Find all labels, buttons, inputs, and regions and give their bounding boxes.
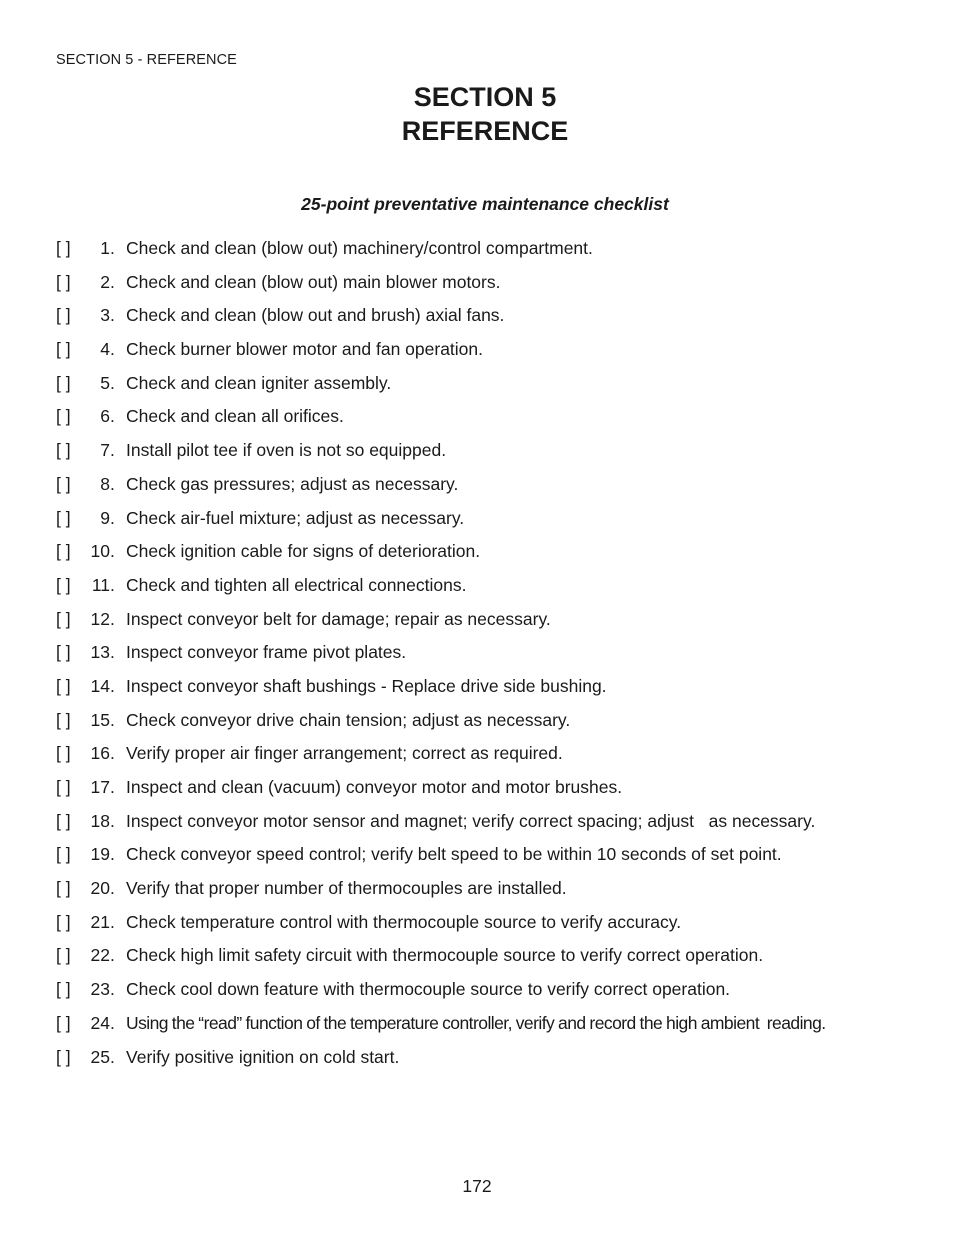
checklist-item	[56, 844, 936, 878]
checkbox[interactable]: [ ]	[56, 406, 71, 427]
checkbox[interactable]: [ ]	[56, 507, 71, 528]
item-number: 24	[90, 1012, 110, 1033]
item-text: Check and tighten all electrical connections.	[126, 574, 467, 595]
item-number: 17	[90, 777, 110, 797]
checkbox[interactable]: [ ]	[56, 743, 71, 764]
item-number: 21	[90, 911, 110, 932]
item-number: 18	[90, 810, 110, 831]
checklist-item	[56, 575, 936, 609]
checkbox[interactable]: [ ]	[56, 473, 71, 494]
checklist-heading: 25-point preventative maintenance checklist	[301, 194, 669, 214]
checkbox[interactable]: [ ]	[56, 878, 71, 899]
item-text: Check air-fuel mixture; adjust as necessary.	[126, 507, 465, 528]
checkbox[interactable]: [ ]	[56, 675, 71, 696]
page-title-line-2: REFERENCE	[401, 116, 569, 146]
item-text: Check and clean igniter assembly.	[126, 372, 392, 393]
item-text: Check burner blower motor and fan operation.	[126, 339, 484, 360]
checkbox[interactable]: [ ]	[56, 238, 71, 258]
maintenance-checklist	[56, 238, 936, 1080]
item-text: Inspect conveyor shaft bushings - Replace drive side bushing.	[126, 675, 607, 696]
checklist-item	[56, 710, 936, 744]
checklist-item	[56, 945, 936, 979]
checklist-item	[56, 440, 936, 474]
item-text: Check and clean (blow out) main blower motors.	[126, 271, 501, 292]
item-number: 8	[100, 473, 110, 494]
item-number-period: .	[110, 1012, 115, 1033]
item-number: 10	[90, 541, 110, 562]
item-number-period: .	[110, 406, 115, 427]
item-number-period: .	[110, 810, 115, 831]
checkbox[interactable]: [ ]	[56, 945, 71, 966]
checkbox[interactable]: [ ]	[56, 305, 71, 326]
item-number-period: .	[110, 473, 115, 494]
item-text: Check and clean (blow out and brush) axial fans.	[126, 305, 505, 326]
item-number-period: .	[110, 238, 115, 258]
item-text: Check ignition cable for signs of deterioration.	[126, 541, 481, 562]
item-number-period: .	[110, 911, 115, 932]
item-number: 2	[100, 271, 110, 292]
item-text: Verify positive ignition on cold start.	[126, 1046, 400, 1067]
item-text: Check temperature control with thermocouple source to verify accuracy.	[126, 911, 682, 932]
item-number-period: .	[110, 507, 115, 528]
item-number: 16	[90, 743, 110, 764]
item-number: 12	[90, 608, 110, 629]
item-number: 20	[90, 878, 110, 899]
checklist-item	[56, 642, 936, 676]
item-number-period: .	[110, 574, 115, 595]
checklist-item	[56, 1047, 936, 1081]
item-number-period: .	[110, 305, 115, 326]
item-number: 3	[100, 305, 110, 326]
checklist-item	[56, 878, 936, 912]
item-number-period: .	[110, 541, 115, 562]
item-number: 11	[91, 574, 110, 595]
checkbox[interactable]: [ ]	[56, 777, 71, 797]
checkbox[interactable]: [ ]	[56, 709, 71, 730]
item-text: Install pilot tee if oven is not so equipped.	[126, 440, 447, 461]
item-number-period: .	[110, 675, 115, 696]
item-text: Check gas pressures; adjust as necessary.	[126, 473, 459, 494]
checklist-item	[56, 777, 936, 811]
item-text: Check and clean all orifices.	[126, 406, 344, 427]
checklist-item	[56, 406, 936, 440]
checkbox[interactable]: [ ]	[56, 979, 71, 1000]
item-number: 22	[90, 945, 110, 966]
item-text: Inspect conveyor motor sensor and magnet; verify correct spacing; adjust as necessary.	[126, 810, 816, 831]
checklist-item	[56, 238, 936, 272]
checklist-item	[56, 272, 936, 306]
checklist-item	[56, 743, 936, 777]
item-number: 6	[100, 406, 110, 427]
checklist-item	[56, 676, 936, 710]
item-number: 23	[90, 979, 110, 1000]
item-number-period: .	[110, 642, 115, 663]
item-number-period: .	[110, 271, 115, 292]
page-title	[0, 80, 954, 148]
item-number: 1	[100, 238, 110, 258]
item-number-period: .	[110, 844, 115, 865]
item-text: Inspect conveyor frame pivot plates.	[126, 642, 407, 663]
checklist-item	[56, 508, 936, 542]
checkbox[interactable]: [ ]	[56, 541, 71, 562]
checklist-item	[56, 305, 936, 339]
item-number: 14	[90, 675, 110, 696]
item-text: Using the “read” function of the temperature controller, verify and record the high ambient reading.	[126, 1012, 826, 1033]
item-number: 5	[100, 372, 110, 393]
checklist-item	[56, 609, 936, 643]
item-text: Check cool down feature with thermocouple source to verify correct operation.	[126, 979, 731, 1000]
checkbox[interactable]: [ ]	[56, 440, 71, 461]
item-number: 9	[100, 507, 110, 528]
item-text: Check conveyor drive chain tension; adjust as necessary.	[126, 709, 571, 730]
item-number-period: .	[110, 339, 115, 360]
checklist-item	[56, 912, 936, 946]
item-number-period: .	[110, 608, 115, 629]
item-text: Verify that proper number of thermocouples are installed.	[126, 878, 567, 899]
item-number-period: .	[110, 777, 115, 797]
page-title-line-1: SECTION 5	[413, 82, 557, 112]
running-header: SECTION 5 - REFERENCE	[56, 52, 237, 68]
item-number-period: .	[110, 440, 115, 461]
checkbox[interactable]: [ ]	[56, 1046, 71, 1067]
checkbox[interactable]: [ ]	[56, 810, 71, 831]
item-number: 19	[90, 844, 110, 865]
checklist-item	[56, 474, 936, 508]
item-number: 13	[90, 642, 110, 663]
checkbox[interactable]: [ ]	[56, 574, 71, 595]
checklist-item	[56, 811, 936, 845]
item-text: Verify proper air finger arrangement; correct as required.	[126, 743, 563, 764]
checkbox[interactable]: [ ]	[56, 339, 71, 360]
checkbox[interactable]: [ ]	[56, 271, 71, 292]
item-number-period: .	[110, 1046, 115, 1067]
item-number-period: .	[110, 743, 115, 764]
item-number: 4	[100, 339, 110, 360]
item-number-period: .	[110, 878, 115, 899]
checkbox[interactable]: [ ]	[56, 1012, 71, 1033]
checklist-item	[56, 1013, 936, 1047]
item-text: Check high limit safety circuit with thermocouple source to verify correct operation.	[126, 945, 764, 966]
checkbox[interactable]: [ ]	[56, 372, 71, 393]
item-number: 25	[90, 1046, 110, 1067]
checkbox[interactable]: [ ]	[56, 642, 71, 663]
checklist-item	[56, 979, 936, 1013]
item-number-period: .	[110, 979, 115, 1000]
item-number-period: .	[110, 709, 115, 730]
item-number: 7	[100, 440, 110, 461]
page-number: 172	[462, 1176, 492, 1196]
checkbox[interactable]: [ ]	[56, 911, 71, 932]
checklist-item	[56, 373, 936, 407]
checklist-item	[56, 339, 936, 373]
item-number-period: .	[110, 945, 115, 966]
checklist-item	[56, 541, 936, 575]
item-text: Inspect and clean (vacuum) conveyor motor and motor brushes.	[126, 777, 623, 797]
item-number: 15	[90, 709, 110, 730]
checkbox[interactable]: [ ]	[56, 608, 71, 629]
item-number-period: .	[110, 372, 115, 393]
checkbox[interactable]: [ ]	[56, 844, 71, 865]
item-text: Check conveyor speed control; verify belt speed to be within 10 seconds of set point.	[126, 844, 782, 865]
item-text: Inspect conveyor belt for damage; repair as necessary.	[126, 608, 551, 629]
item-text: Check and clean (blow out) machinery/control compartment.	[126, 238, 593, 258]
